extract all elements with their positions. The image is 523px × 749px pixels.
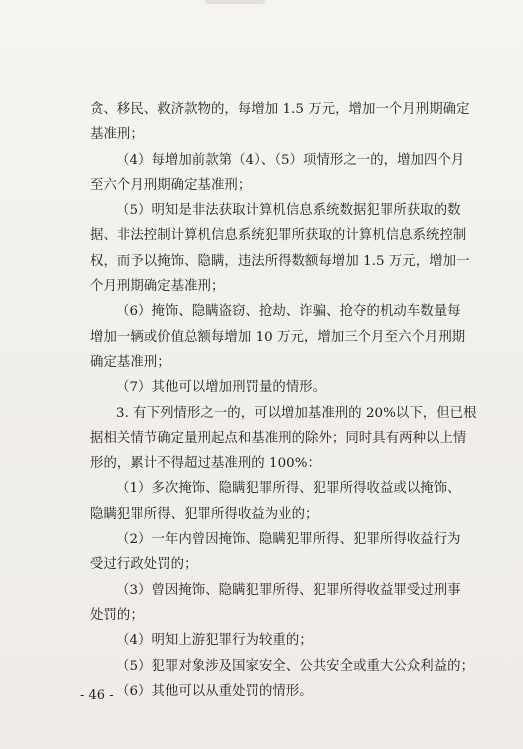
text-line: 增加一辆或价值总额每增加 10 万元，增加三个月至六个月刑期: [90, 329, 466, 345]
text-line: 3. 有下列情形之一的，可以增加基准刑的 20%以下，但已根: [116, 405, 477, 421]
text-line: （2）一年内曾因掩饰、隐瞒犯罪所得、犯罪所得收益行为: [116, 532, 461, 548]
text-line: 受过行政处罚的；: [90, 557, 198, 573]
scan-mark: [205, 0, 265, 4]
text-line: 确定基准刑；: [90, 354, 171, 370]
text-line: 个月刑期确定基准刑；: [90, 279, 225, 295]
text-line: （6）掩饰、隐瞒盗窃、抢劫、诈骗、抢夺的机动车数量每: [116, 304, 461, 320]
text-line: 据、非法控制计算机信息系统犯罪所获取的计算机信息系统控制: [90, 228, 467, 244]
text-line: （6）其他可以从重处罚的情形。: [116, 683, 313, 699]
text-line: （1）多次掩饰、隐瞒犯罪所得、犯罪所得收益或以掩饰、: [116, 481, 461, 497]
text-line: 权，而予以掩饰、隐瞒，违法所得数额每增加 1.5 万元，增加一: [90, 253, 470, 269]
text-line: （4）明知上游犯罪行为较重的；: [116, 633, 313, 649]
text-line: （4）每增加前款第（4）、（5）项情形之一的，增加四个月: [116, 152, 465, 168]
text-line: 形的，累计不得超过基准刑的 100%：: [90, 456, 321, 472]
text-line: （5）犯罪对象涉及国家安全、公共安全或重大公众利益的；: [116, 658, 475, 674]
text-line: 基准刑；: [90, 127, 144, 143]
text-line: 隐瞒犯罪所得、犯罪所得收益为业的；: [90, 506, 319, 522]
text-line: （3）曾因掩饰、隐瞒犯罪所得、犯罪所得收益罪受过刑事: [116, 582, 461, 598]
text-line: 贪、移民、救济款物的，每增加 1.5 万元，增加一个月刑期确定: [90, 102, 470, 117]
text-line: （7）其他可以增加刑罚量的情形。: [116, 380, 327, 396]
text-line: 处罚的；: [90, 607, 144, 623]
text-line: （5）明知是非法获取计算机信息系统数据犯罪所获取的数: [116, 203, 461, 219]
page-number: - 46 -: [80, 688, 114, 703]
body-text: [90, 97, 485, 704]
text-line: 至六个月刑期确定基准刑；: [90, 177, 252, 193]
text-line: 据相关情节确定量刑起点和基准刑的除外；同时具有两种以上情: [90, 430, 467, 446]
